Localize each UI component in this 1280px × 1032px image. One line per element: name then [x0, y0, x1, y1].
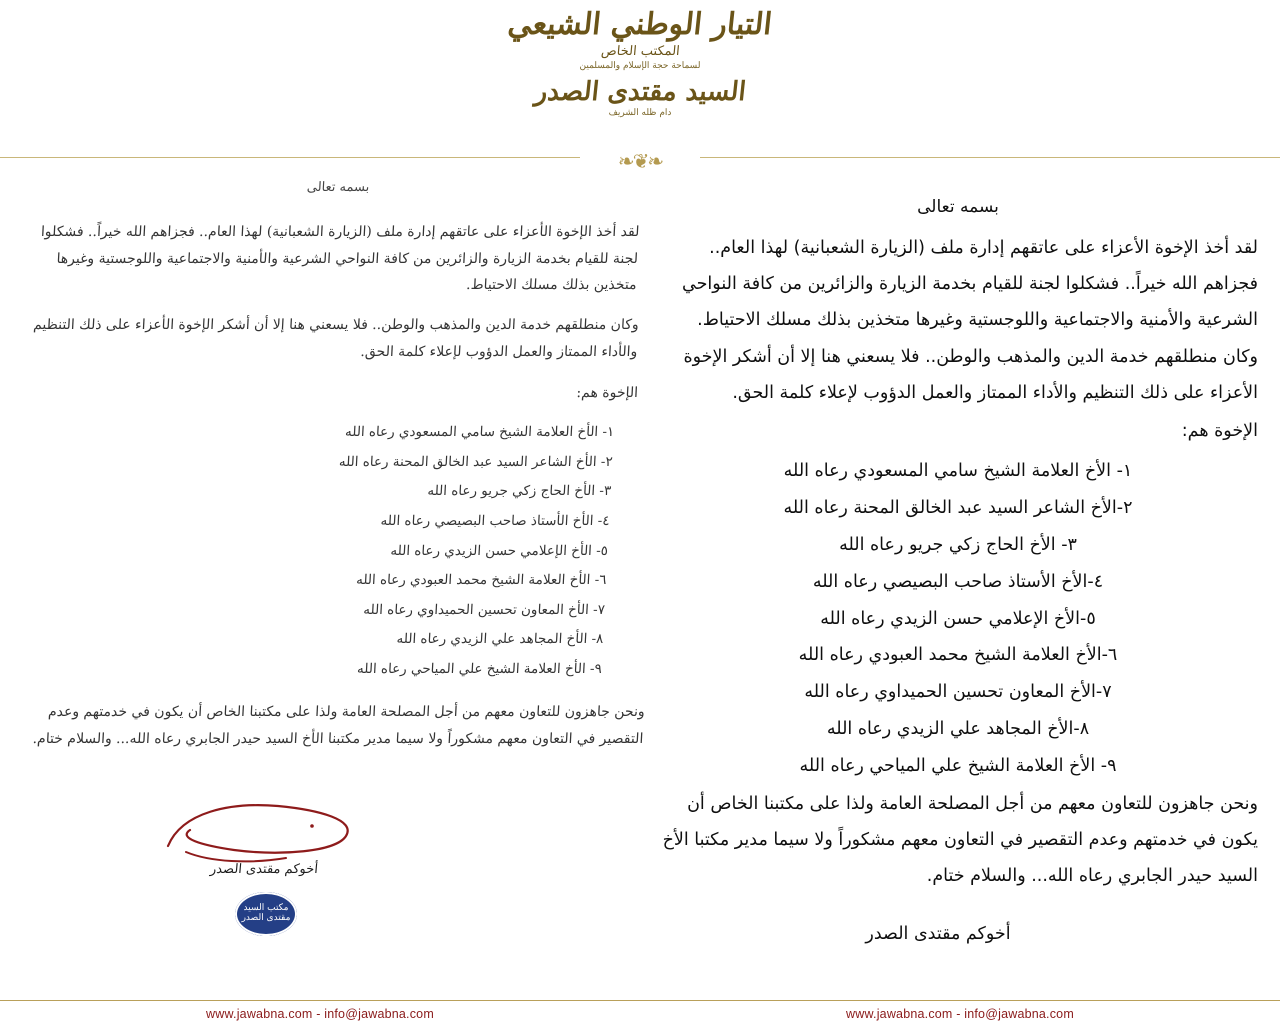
- office-label: المكتب الخاص: [599, 44, 681, 59]
- letterhead: [0, 0, 1280, 173]
- handwritten-basmala: بسمه تعالى: [306, 180, 370, 195]
- organization-name: التيار الوطني الشيعي: [506, 7, 774, 42]
- typed-closing-paragraph: ونحن جاهزون للتعاون معهم من أجل المصلحة العامة ولذا على مكتبنا الخاص أن يكون في خدمتهم وعدم التقصير في التعاون معهم مشكوراً ولا سيما مدير مكتبا الأخ السيد حيدر الجابري رعاه الله... والسلام ختام.: [662, 793, 1258, 886]
- list-item: ٨-الأخ المجاهد علي الزيدي رعاه الله: [826, 719, 1090, 740]
- typed-name-list: [658, 454, 1258, 785]
- list-item: ٦-الأخ العلامة الشيخ محمد العبودي رعاه الله: [798, 645, 1118, 666]
- footer-link-left[interactable]: www.jawabna.com - info@jawabna.com: [206, 1007, 434, 1021]
- list-item: ٧-الأخ المعاون تحسين الحميداوي رعاه الله: [804, 682, 1112, 703]
- handwritten-list-intro: الإخوة هم:: [576, 384, 639, 401]
- footer-link-right[interactable]: www.jawabna.com - info@jawabna.com: [846, 1007, 1074, 1021]
- list-item: ١- الأخ العلامة الشيخ سامي المسعودي رعاه الله: [344, 424, 615, 441]
- handwritten-closing-paragraph: ونحن جاهزون للتعاون معهم من أجل المصلحة العامة ولذا على مكتبنا الخاص أن يكون في خدمتهم وعدم التقصير في التعاون معهم مشكوراً ولا سيما مدير مكتبنا الأخ السيد حيدر الجابري رعاه الله... والسلام ختام.: [32, 704, 646, 747]
- list-item: ٢-الأخ الشاعر السيد عبد الخالق المحنة رعاه الله: [783, 497, 1133, 518]
- signature-scribble-icon: [160, 800, 390, 870]
- handwritten-paragraph-1: لقد أخذ الإخوة الأعزاء على عاتقهم إدارة ملف (الزيارة الشعبانية) لهذا العام.. فجزاهم الله خيراً.. فشكلوا لجنة للقيام بخدمة الزيارة والزائرين من كافة النواحي الشرعية والأمنية والاجتماعية واللوجستية وغيرها متخذين بذلك مسلك الاحتياط.: [40, 223, 640, 293]
- list-item: ٥-الأخ الإعلامي حسن الزيدي رعاه الله: [820, 608, 1096, 629]
- list-item: ٩- الأخ العلامة الشيخ علي المياحي رعاه الله: [356, 661, 603, 678]
- list-item: ٦- الأخ العلامة الشيخ محمد العبودي رعاه الله: [355, 572, 607, 589]
- typed-basmala: بسمه تعالى: [917, 197, 999, 217]
- typed-signoff: أخوكم مقتدى الصدر: [865, 923, 1011, 944]
- signature-name: أخوكم مقتدى الصدر: [209, 862, 319, 877]
- footer-divider: [0, 1000, 1280, 1001]
- leader-subtitle: دام ظله الشريف: [608, 108, 672, 118]
- typed-transcription: [658, 190, 1258, 952]
- typed-list-intro: الإخوة هم:: [1181, 421, 1258, 442]
- official-stamp: مكتب السيد مقتدى الصدر: [235, 892, 297, 936]
- list-item: ٨- الأخ المجاهد علي الزيدي رعاه الله: [396, 631, 604, 648]
- handwritten-paragraph-2: وكان منطلقهم خدمة الدين والمذهب والوطن.. فلا يسعني هنا إلا أن أشكر الإخوة الأعزاء على ذلك التنظيم والأداء الممتاز والعمل الدؤوب لإعلاء كلمة الحق.: [32, 317, 640, 361]
- footer-links: [0, 1007, 1280, 1021]
- signature-area: [130, 800, 460, 980]
- list-item: ١- الأخ العلامة الشيخ سامي المسعودي رعاه الله: [783, 461, 1133, 482]
- ornament-icon: ❧❦❧: [580, 148, 700, 174]
- leader-name: السيد مقتدى الصدر: [533, 77, 747, 107]
- handwritten-name-list: [21, 420, 655, 683]
- list-item: ٥- الأخ الإعلامي حسن الزيدي رعاه الله: [390, 542, 609, 559]
- list-item: ٩- الأخ العلامة الشيخ علي المياحي رعاه الله: [799, 756, 1117, 777]
- organization-logo: [0, 8, 1280, 118]
- typed-paragraph-1: لقد أخذ الإخوة الأعزاء على عاتقهم إدارة ملف (الزيارة الشعبانية) لهذا العام.. فجزاهم الله خيراً.. فشكلوا لجنة للقيام بخدمة الزيارة والزائرين من كافة النواحي الشرعية والأمنية والاجتماعية واللوجستية وغيرها متخذين بذلك مسلك الاحتياط.: [682, 237, 1258, 330]
- document-body: [0, 160, 1280, 1000]
- list-item: ٤-الأخ الأستاذ صاحب البصيصي رعاه الله: [812, 571, 1104, 592]
- list-item: ٣- الأخ الحاج زكي جريو رعاه الله: [426, 483, 612, 500]
- list-item: ٤- الأخ الأستاذ صاحب البصيصي رعاه الله: [380, 513, 611, 530]
- list-item: ٣- الأخ الحاج زكي جريو رعاه الله: [839, 534, 1077, 555]
- page-footer: [0, 1000, 1280, 1032]
- office-subtitle: لسماحة حجة الإسلام والمسلمين: [579, 61, 701, 71]
- list-item: ٧- الأخ المعاون تحسين الحميداوي رعاه الله: [362, 602, 606, 619]
- typed-paragraph-2: وكان منطلقهم خدمة الدين والمذهب والوطن.. فلا يسعني هنا إلا أن أشكر الإخوة الأعزاء على ذلك التنظيم والأداء الممتاز والعمل الدؤوب لإعلاء كلمة الحق.: [683, 347, 1258, 404]
- list-item: ٢- الأخ الشاعر السيد عبد الخالق المحنة رعاه الله: [338, 453, 614, 470]
